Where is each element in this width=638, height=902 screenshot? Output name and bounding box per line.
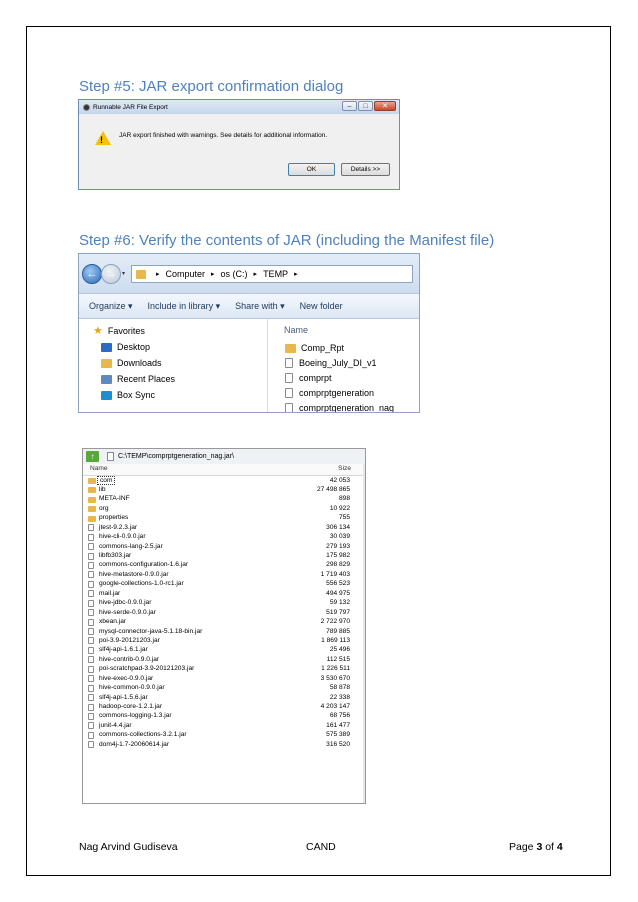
folder-icon <box>88 497 96 503</box>
ok-button[interactable]: OK <box>288 163 335 176</box>
jar-item-size: 161 477 <box>326 721 350 729</box>
size-column-header[interactable]: Size <box>338 465 351 472</box>
new-folder-button[interactable]: New folder <box>299 301 343 311</box>
explorer-toolbar <box>79 293 419 319</box>
jar-item-size: 4 203 147 <box>320 703 350 710</box>
jar-list-item[interactable] <box>83 655 365 664</box>
back-button[interactable]: ← <box>82 264 102 284</box>
jar-item-name: hive-common-0.9.0.jar <box>99 684 165 692</box>
star-icon: ★ <box>93 324 103 337</box>
jar-item-size: 3 530 670 <box>320 674 350 682</box>
folder-icon <box>88 478 96 484</box>
document-icon <box>285 358 293 368</box>
jar-list-item[interactable] <box>83 476 365 485</box>
jar-file-icon <box>88 647 94 654</box>
jar-item-size: 1 719 403 <box>320 570 350 578</box>
dialog-title: Runnable JAR File Export <box>93 103 168 111</box>
jar-path[interactable]: C:\TEMP\comprptgeneration_nag.jar\ <box>118 453 234 460</box>
jar-list-item[interactable] <box>83 495 365 504</box>
jar-item-size: 556 523 <box>326 580 350 588</box>
breadcrumb-computer[interactable]: Computer <box>165 269 206 279</box>
jar-item-name: META-INF <box>99 495 130 503</box>
footer-center: CAND <box>306 841 336 853</box>
jar-file-icon <box>88 637 94 644</box>
folder-icon <box>136 270 146 279</box>
folder-icon <box>88 487 96 493</box>
jar-item-size: 298 829 <box>326 561 350 569</box>
jar-item-size: 306 134 <box>326 523 350 531</box>
jar-item-size: 519 797 <box>326 608 350 616</box>
include-in-library-button[interactable]: Include in library ▾ <box>147 300 221 311</box>
jar-item-name: commons-configuration-1.6.jar <box>99 561 189 569</box>
jar-item-size: 1 226 511 <box>321 665 350 673</box>
jar-file-icon <box>88 543 94 550</box>
downloads-icon <box>101 359 112 368</box>
jar-list-item[interactable] <box>83 561 365 570</box>
jar-item-size: 2 722 970 <box>320 618 350 626</box>
jar-item-name: org <box>99 504 109 512</box>
jar-item-name: slf4j-api-1.6.1.jar <box>99 646 148 654</box>
jar-contents-window <box>82 448 366 804</box>
jar-list-item[interactable] <box>83 693 365 702</box>
jar-list <box>83 476 365 750</box>
jar-file-icon <box>88 722 94 729</box>
jar-item-name: google-collections-1.0-rc1.jar <box>99 580 184 588</box>
jar-list-item[interactable] <box>83 514 365 523</box>
jar-file-icon <box>88 534 94 541</box>
navigation-pane <box>79 319 267 413</box>
jar-file-icon <box>88 713 94 720</box>
close-button[interactable]: ✕ <box>374 101 396 111</box>
jar-file-icon <box>88 666 94 673</box>
jar-item-size: 68 756 <box>329 712 350 720</box>
jar-item-name: lib <box>99 485 106 493</box>
jar-file-icon <box>88 628 94 635</box>
jar-item-name: xbean.jar <box>99 618 127 626</box>
jar-item-size: 316 520 <box>326 740 350 748</box>
nav-item-recent-places[interactable]: Recent Places <box>101 374 175 384</box>
document-icon <box>285 403 293 413</box>
jar-list-item[interactable] <box>83 533 365 542</box>
jar-item-name: hive-metastore-0.9.0.jar <box>99 570 169 578</box>
step6-heading: Step #6: Verify the contents of JAR (including the Manifest file) <box>79 232 495 249</box>
jar-list-item[interactable] <box>83 646 365 655</box>
jar-file-icon <box>88 553 94 560</box>
folder-icon <box>285 344 296 353</box>
box-sync-icon <box>101 391 112 400</box>
jar-item-name: poi-3.9-20121203.jar <box>99 636 160 644</box>
jar-list-item[interactable] <box>83 552 365 561</box>
jar-list-item[interactable] <box>83 665 365 674</box>
warning-icon <box>95 131 111 145</box>
recent-places-icon <box>101 375 112 384</box>
jar-export-dialog: Runnable JAR File Export – □ ✕ ! JAR export finished with warnings. See details for additional information. OK Details >> <box>78 99 400 190</box>
jar-item-name: hive-cli-0.9.0.jar <box>99 533 146 541</box>
dialog-message: JAR export finished with warnings. See details for additional information. <box>119 132 328 139</box>
address-bar-area <box>79 254 419 293</box>
jar-file-icon <box>88 675 94 682</box>
jar-item-name: properties <box>99 514 129 522</box>
recent-pages-dropdown[interactable]: ▾ <box>122 271 126 277</box>
jar-file-icon <box>88 571 94 578</box>
jar-list-item[interactable] <box>83 627 365 636</box>
dialog-titlebar <box>79 100 399 114</box>
jar-file-icon <box>88 600 94 607</box>
jar-file-icon <box>88 685 94 692</box>
breadcrumb-drive[interactable]: os (C:) <box>220 269 248 279</box>
jar-file-icon <box>88 704 94 711</box>
organize-button[interactable]: Organize ▾ <box>89 300 133 311</box>
folder-icon <box>88 506 96 512</box>
file-item[interactable]: comprptgeneration_nag <box>285 403 394 413</box>
jar-file-icon <box>88 581 94 588</box>
jar-list-item[interactable] <box>83 636 365 645</box>
jar-list-item[interactable] <box>83 703 365 712</box>
file-item[interactable]: comprptgeneration <box>285 388 374 398</box>
jar-item-size: 30 039 <box>329 533 350 541</box>
up-folder-icon[interactable]: ↑ <box>86 451 99 462</box>
jar-item-name: poi-scratchpad-3.9-20121203.jar <box>99 665 195 673</box>
jar-item-name: hive-jdbc-0.9.0.jar <box>99 599 152 607</box>
nav-favorites[interactable]: ★ Favorites <box>93 324 145 337</box>
jar-item-size: 575 389 <box>326 731 350 739</box>
jar-item-size: 789 885 <box>326 627 350 635</box>
jar-item-name: commons-logging-1.3.jar <box>99 712 172 720</box>
folder-icon <box>88 516 96 522</box>
jar-item-size: 1 869 113 <box>321 636 350 644</box>
jar-item-size: 42 053 <box>329 476 350 484</box>
jar-item-name: hive-serde-0.9.0.jar <box>99 608 156 616</box>
file-explorer <box>78 253 420 413</box>
jar-item-name: com <box>97 476 115 485</box>
jar-list-item[interactable] <box>83 485 365 494</box>
jar-item-size: 112 515 <box>326 655 350 663</box>
minimize-button[interactable]: – <box>342 101 357 111</box>
maximize-button[interactable]: □ <box>358 101 373 111</box>
jar-file-icon <box>88 562 94 569</box>
jar-item-size: 279 193 <box>326 542 350 550</box>
jar-item-name: hadoop-core-1.2.1.jar <box>99 703 163 710</box>
jar-list-item[interactable] <box>83 599 365 608</box>
jar-item-size: 175 982 <box>326 552 350 559</box>
nav-item-downloads[interactable]: Downloads <box>101 358 162 368</box>
jar-list-item[interactable] <box>83 731 365 740</box>
jar-list-item[interactable] <box>83 674 365 683</box>
jar-item-size: 59 132 <box>329 599 350 607</box>
jar-list-item[interactable] <box>83 504 365 513</box>
desktop-icon <box>101 343 112 352</box>
jar-item-size: 494 975 <box>326 589 350 597</box>
file-item[interactable]: Boeing_July_DI_v1 <box>285 358 377 368</box>
jar-list-item[interactable] <box>83 608 365 617</box>
jar-item-size: 10 922 <box>329 504 350 512</box>
jar-item-name: mail.jar <box>99 589 121 597</box>
file-item[interactable]: comprpt <box>285 373 332 383</box>
name-column-header[interactable]: Name <box>284 325 309 335</box>
jar-file-icon <box>88 732 94 739</box>
jar-item-size: 22 338 <box>329 693 350 701</box>
jar-list-item[interactable] <box>83 721 365 730</box>
jar-item-size: 898 <box>338 495 350 503</box>
document-icon <box>285 388 293 398</box>
jar-list-item[interactable] <box>83 542 365 551</box>
footer-page-number: Page 3 of 4 <box>509 841 563 853</box>
jar-list-item[interactable] <box>83 740 365 749</box>
jar-item-name: dom4j-1.7-20060614.jar <box>99 740 170 748</box>
jar-item-name: libfb303.jar <box>99 552 132 559</box>
jar-item-size: 755 <box>338 514 350 522</box>
address-bar[interactable]: ▸ Computer ▸ os (C:) ▸ TEMP ▸ <box>131 265 413 283</box>
jar-item-name: commons-lang-2.5.jar <box>99 542 163 550</box>
jar-file-icon <box>88 741 94 748</box>
details-button[interactable]: Details >> <box>341 163 390 176</box>
nav-item-box-sync[interactable]: Box Sync <box>101 390 155 400</box>
jar-item-size: 25 496 <box>329 646 350 654</box>
scrollbar[interactable] <box>363 464 365 803</box>
jar-file-icon <box>88 656 94 663</box>
jar-toolbar <box>83 449 365 465</box>
jar-item-name: hive-contrib-0.9.0.jar <box>99 655 160 663</box>
breadcrumb-temp[interactable]: TEMP <box>263 269 289 279</box>
pane-divider[interactable] <box>267 319 268 413</box>
name-column-header[interactable]: Name <box>90 465 108 472</box>
jar-list-item[interactable] <box>83 580 365 589</box>
jar-item-size: 58 878 <box>329 684 350 692</box>
forward-button[interactable]: → <box>101 264 121 284</box>
jar-item-name: jtest-9.2.3.jar <box>99 523 138 531</box>
jar-item-name: junit-4.4.jar <box>99 721 132 729</box>
jar-item-name: hive-exec-0.9.0.jar <box>99 674 154 682</box>
jar-list-item[interactable] <box>83 570 365 579</box>
share-with-button[interactable]: Share with ▾ <box>235 300 285 311</box>
jar-file-icon <box>88 694 94 701</box>
jar-list-item[interactable] <box>83 589 365 598</box>
document-icon <box>285 373 293 383</box>
footer-author: Nag Arvind Gudiseva <box>79 841 178 853</box>
jar-item-size: 27 498 865 <box>316 485 350 493</box>
file-item[interactable]: Comp_Rpt <box>285 343 344 353</box>
jar-file-icon <box>88 609 94 616</box>
jar-file-icon <box>88 590 94 597</box>
jar-list-item[interactable] <box>83 618 365 627</box>
jar-list-item[interactable] <box>83 712 365 721</box>
jar-list-header <box>83 464 365 476</box>
jar-item-name: mysql-connector-java-5.1.18-bin.jar <box>99 627 203 635</box>
nav-item-desktop[interactable]: Desktop <box>101 342 150 352</box>
jar-list-item[interactable] <box>83 523 365 532</box>
archive-icon <box>107 452 114 461</box>
jar-file-icon <box>88 524 94 531</box>
jar-list-item[interactable] <box>83 684 365 693</box>
app-icon <box>83 104 90 111</box>
jar-item-name: slf4j-api-1.5.6.jar <box>99 693 148 701</box>
step5-heading: Step #5: JAR export confirmation dialog <box>79 78 344 95</box>
jar-file-icon <box>88 619 94 626</box>
jar-item-name: commons-collections-3.2.1.jar <box>99 731 187 739</box>
